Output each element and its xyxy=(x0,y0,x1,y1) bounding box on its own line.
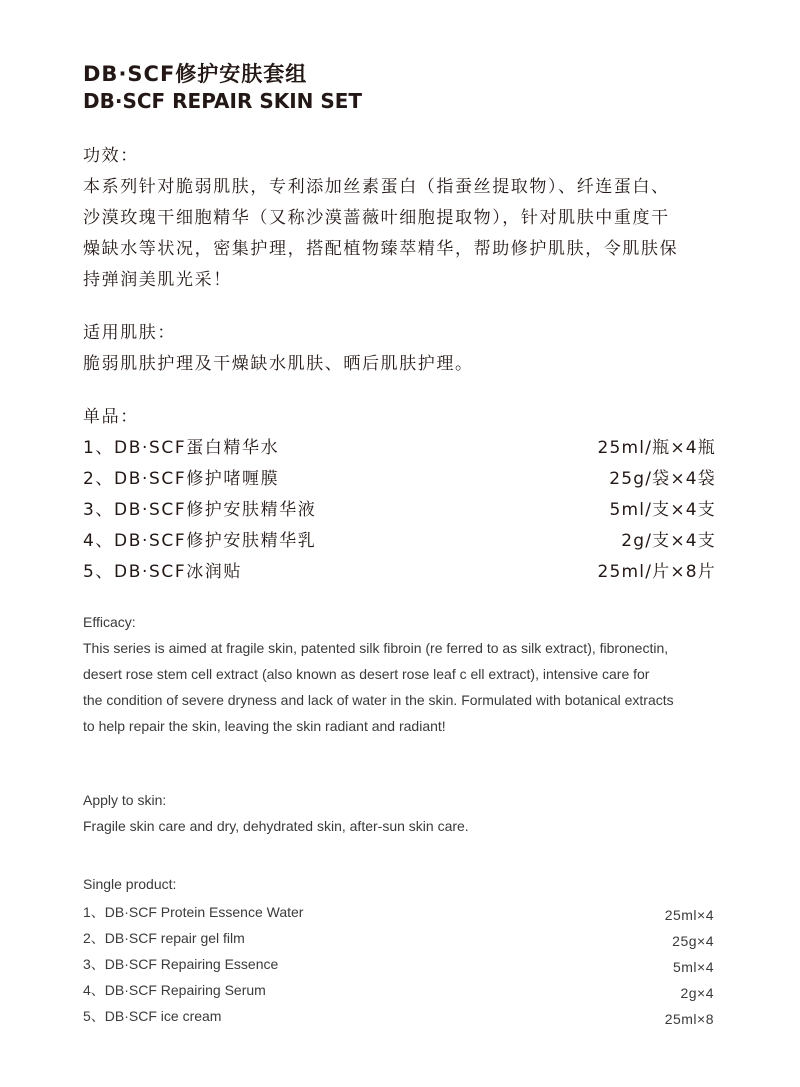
cn-product-spec: 2g/支×4支 xyxy=(621,531,716,551)
cn-efficacy-line: 本系列针对脆弱肌肤，专利添加丝素蛋白（指蚕丝提取物）、纤连蛋白、 xyxy=(83,177,670,197)
cn-product-spec: 25ml/片×8片 xyxy=(597,562,716,582)
en-product-name: 5、DB·SCF ice cream xyxy=(83,1008,222,1024)
cn-product-name: 1、DB·SCF蛋白精华水 xyxy=(83,438,280,458)
en-efficacy-line: the condition of severe dryness and lack of water in the skin. Formulated with botanical extracts xyxy=(83,692,674,708)
en-efficacy-line: to help repair the skin, leaving the skin radiant and radiant! xyxy=(83,718,446,734)
page-title-en: DB·SCF REPAIR SKIN SET xyxy=(83,89,363,113)
en-product-spec: 5ml×4 xyxy=(672,959,714,975)
cn-skin-heading: 适用肌肤： xyxy=(83,323,176,343)
en-product-spec: 2g×4 xyxy=(680,985,714,1001)
cn-product-name: 4、DB·SCF修护安肤精华乳 xyxy=(83,531,317,551)
en-efficacy-line: desert rose stem cell extract (also known as desert rose leaf c ell extract), intensive care for xyxy=(83,666,650,682)
page-title-cn: DB·SCF修护安肤套组 xyxy=(83,62,308,86)
en-product-name: 4、DB·SCF Repairing Serum xyxy=(83,982,266,998)
cn-product-spec: 25ml/瓶×4瓶 xyxy=(597,438,716,458)
cn-efficacy-line: 燥缺水等状况，密集护理，搭配植物臻萃精华，帮助修护肌肤，令肌肤保 xyxy=(83,239,679,259)
cn-products-heading: 单品： xyxy=(83,407,139,427)
cn-product-name: 5、DB·SCF冰润贴 xyxy=(83,562,243,582)
cn-skin-text: 脆弱肌肤护理及干燥缺水肌肤、晒后肌肤护理。 xyxy=(83,354,474,374)
en-product-spec: 25ml×4 xyxy=(664,907,714,923)
cn-product-spec: 25g/袋×4袋 xyxy=(609,469,716,489)
cn-efficacy-heading: 功效： xyxy=(83,146,139,166)
en-product-name: 1、DB·SCF Protein Essence Water xyxy=(83,904,304,920)
en-product-name: 2、DB·SCF repair gel film xyxy=(83,930,245,946)
en-products-heading: Single product: xyxy=(83,876,177,892)
en-skin-heading: Apply to skin: xyxy=(83,792,167,808)
en-efficacy-heading: Efficacy: xyxy=(83,614,136,630)
en-product-name: 3、DB·SCF Repairing Essence xyxy=(83,956,279,972)
cn-efficacy-line: 持弹润美肌光采！ xyxy=(83,270,232,290)
cn-product-spec: 5ml/支×4支 xyxy=(609,500,716,520)
en-skin-text: Fragile skin care and dry, dehydrated skin, after-sun skin care. xyxy=(83,818,469,834)
cn-efficacy-line: 沙漠玫瑰干细胞精华（又称沙漠蔷薇叶细胞提取物），针对肌肤中重度干 xyxy=(83,208,670,228)
en-efficacy-line: This series is aimed at fragile skin, patented silk fibroin (re ferred to as silk extract), fibronectin, xyxy=(83,640,669,656)
en-product-spec: 25ml×8 xyxy=(664,1011,714,1027)
cn-product-name: 2、DB·SCF修护啫喱膜 xyxy=(83,469,280,489)
cn-product-name: 3、DB·SCF修护安肤精华液 xyxy=(83,500,317,520)
en-product-spec: 25g×4 xyxy=(672,933,714,949)
